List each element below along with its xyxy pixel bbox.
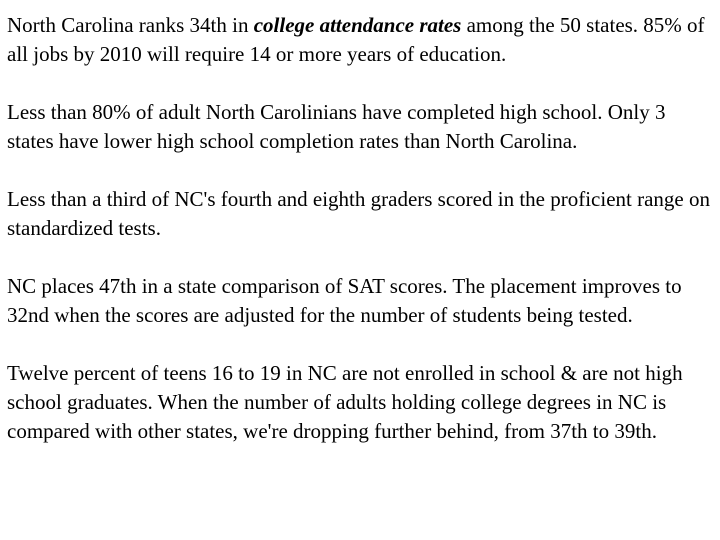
emphasized-phrase: college attendance rates — [253, 13, 462, 37]
paragraph-sat-scores: NC places 47th in a state comparison of SAT scores. The placement improves to 32nd when the scores are adjusted for the number of students being tested. — [7, 274, 682, 327]
paragraph-high-school-completion: Less than 80% of adult North Carolinians have completed high school. Only 3 states have lower high school completion rates than North Carolina. — [7, 100, 666, 153]
document-body — [7, 11, 717, 446]
paragraph-proficiency: Less than a third of NC's fourth and eighth graders scored in the proficient range on standardized tests. — [7, 187, 710, 240]
paragraph-college-attendance — [7, 11, 717, 69]
paragraph-text-tail: among the 50 states. 85% of all jobs by 2010 will require 14 or more years of education. — [7, 13, 705, 66]
paragraph-teens-enrollment: Twelve percent of teens 16 to 19 in NC are not enrolled in school & are not high school graduates. When the number of adults holding college degrees in NC is compared with other states, we're dropping further behind, from 37th to 39th. — [7, 361, 683, 443]
paragraph-text-lead: North Carolina ranks 34th in — [7, 13, 254, 37]
